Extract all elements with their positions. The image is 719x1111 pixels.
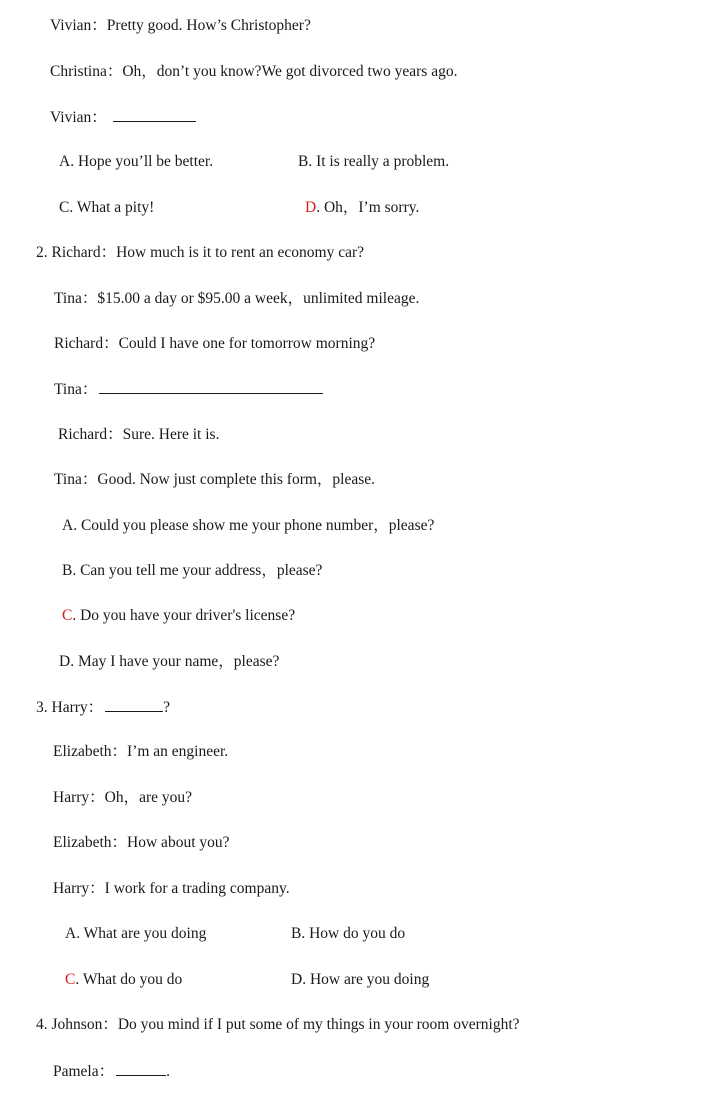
colon: ： (103, 335, 119, 352)
option-letter: A (59, 153, 71, 170)
colon: ： (91, 109, 107, 126)
colon: ： (107, 426, 123, 443)
utterance: Pretty good. How’s Christopher? (106, 17, 311, 34)
utterance: Good. Now just complete this form，please. (97, 471, 376, 488)
utterance: . (166, 1063, 171, 1080)
colon: ： (89, 789, 105, 806)
option-text: . What a pity! (69, 199, 155, 216)
q3-line-harry-blank (36, 697, 170, 718)
q3-option-c (65, 970, 182, 990)
option-letter: C (59, 199, 70, 216)
q3-option-d (291, 970, 429, 990)
utterance: I’m an engineer. (127, 743, 229, 760)
option-letter: D (291, 971, 303, 988)
colon: ： (87, 699, 104, 716)
utterance: ? (163, 699, 171, 716)
speaker: Tina (54, 290, 82, 307)
q3-line-harry-3 (53, 879, 290, 899)
q2-option-c (62, 606, 295, 626)
q1-option-c (59, 198, 154, 218)
utterance: $15.00 a day or $95.00 a week，unlimited mileage. (97, 290, 420, 307)
option-letter: B (298, 153, 309, 170)
answer-blank (116, 1061, 166, 1076)
option-text: . Oh，I’m sorry. (316, 199, 420, 216)
option-text: . Could you please show me your phone number，please? (73, 517, 435, 534)
q3-option-b (291, 924, 405, 944)
speaker: Elizabeth (53, 834, 112, 851)
q1-option-b (298, 152, 449, 172)
utterance: How much is it to rent an economy car? (116, 244, 365, 261)
question-number: 2. (36, 244, 48, 261)
colon: ： (100, 244, 117, 261)
option-text: . How are you doing (302, 971, 430, 988)
utterance: Could I have one for tomorrow morning? (118, 335, 376, 352)
colon: ： (81, 471, 98, 488)
q1-line-vivian-blank (50, 107, 196, 128)
option-letter-correct: C (65, 971, 76, 988)
q2-line-tina-2 (54, 470, 375, 490)
utterance: Oh，are you? (104, 789, 193, 806)
option-text: . Can you tell me your address，please? (72, 562, 323, 579)
speaker: Pamela (53, 1063, 99, 1080)
colon: ： (111, 743, 128, 760)
q2-line-tina-1 (54, 289, 419, 309)
speaker: Harry (53, 880, 90, 897)
speaker: Richard (51, 244, 101, 261)
speaker: Tina (54, 471, 82, 488)
utterance: Do you mind if I put some of my things in your room overnight? (117, 1016, 520, 1033)
colon: ： (81, 290, 98, 307)
colon: ： (102, 1016, 118, 1033)
option-text: . Hope you’ll be better. (70, 153, 214, 170)
q3-line-elizabeth-1 (53, 742, 228, 762)
q3-option-a (65, 924, 206, 944)
option-letter: B (62, 562, 73, 579)
speaker: Vivian (50, 17, 92, 34)
option-letter: B (291, 925, 302, 942)
q2-option-b (62, 561, 322, 581)
utterance: I work for a trading company. (104, 880, 290, 897)
speaker: Richard (58, 426, 108, 443)
q2-line-richard-1 (36, 243, 364, 263)
q1-line-vivian-1 (50, 16, 311, 36)
q1-option-a (59, 152, 213, 172)
q1-option-d (305, 198, 419, 218)
q2-line-richard-3 (58, 425, 219, 445)
colon: ： (106, 63, 123, 80)
speaker: Tina (54, 381, 82, 398)
option-text: . It is really a problem. (308, 153, 450, 170)
option-text: . What do you do (75, 971, 183, 988)
colon: ： (91, 17, 107, 34)
q2-option-d (59, 652, 279, 672)
option-text: . How do you do (301, 925, 406, 942)
speaker: Harry (51, 699, 88, 716)
utterance: Sure. Here it is. (122, 426, 220, 443)
option-letter: A (62, 517, 74, 534)
answer-blank (105, 697, 163, 712)
option-letter: A (65, 925, 77, 942)
q4-line-pamela-blank (53, 1061, 170, 1082)
colon: ： (98, 1063, 115, 1080)
answer-blank (113, 107, 196, 122)
colon: ： (111, 834, 128, 851)
question-number: 3. (36, 699, 48, 716)
option-text: . What are you doing (76, 925, 207, 942)
question-number: 4. (36, 1016, 48, 1033)
q1-line-christina (50, 62, 457, 82)
speaker: Christina (50, 63, 107, 80)
q2-line-richard-2 (54, 334, 375, 354)
utterance: How about you? (127, 834, 230, 851)
speaker: Elizabeth (53, 743, 112, 760)
q2-option-a (62, 516, 434, 536)
utterance: Oh，don’t you know?We got divorced two years ago. (122, 63, 458, 80)
option-text: . May I have your name，please? (70, 653, 280, 670)
option-letter: D (59, 653, 71, 670)
speaker: Harry (53, 789, 90, 806)
speaker: Richard (54, 335, 104, 352)
speaker: Vivian (50, 109, 92, 126)
option-text: . Do you have your driver's license? (72, 607, 296, 624)
colon: ： (89, 880, 105, 897)
answer-blank (99, 379, 323, 394)
q3-line-elizabeth-2 (53, 833, 230, 853)
colon: ： (81, 381, 98, 398)
q3-line-harry-2 (53, 788, 192, 808)
q2-line-tina-blank (54, 379, 323, 400)
q4-line-johnson (36, 1015, 520, 1035)
option-letter-correct: C (62, 607, 73, 624)
speaker: Johnson (51, 1016, 103, 1033)
option-letter-correct: D (305, 199, 317, 216)
